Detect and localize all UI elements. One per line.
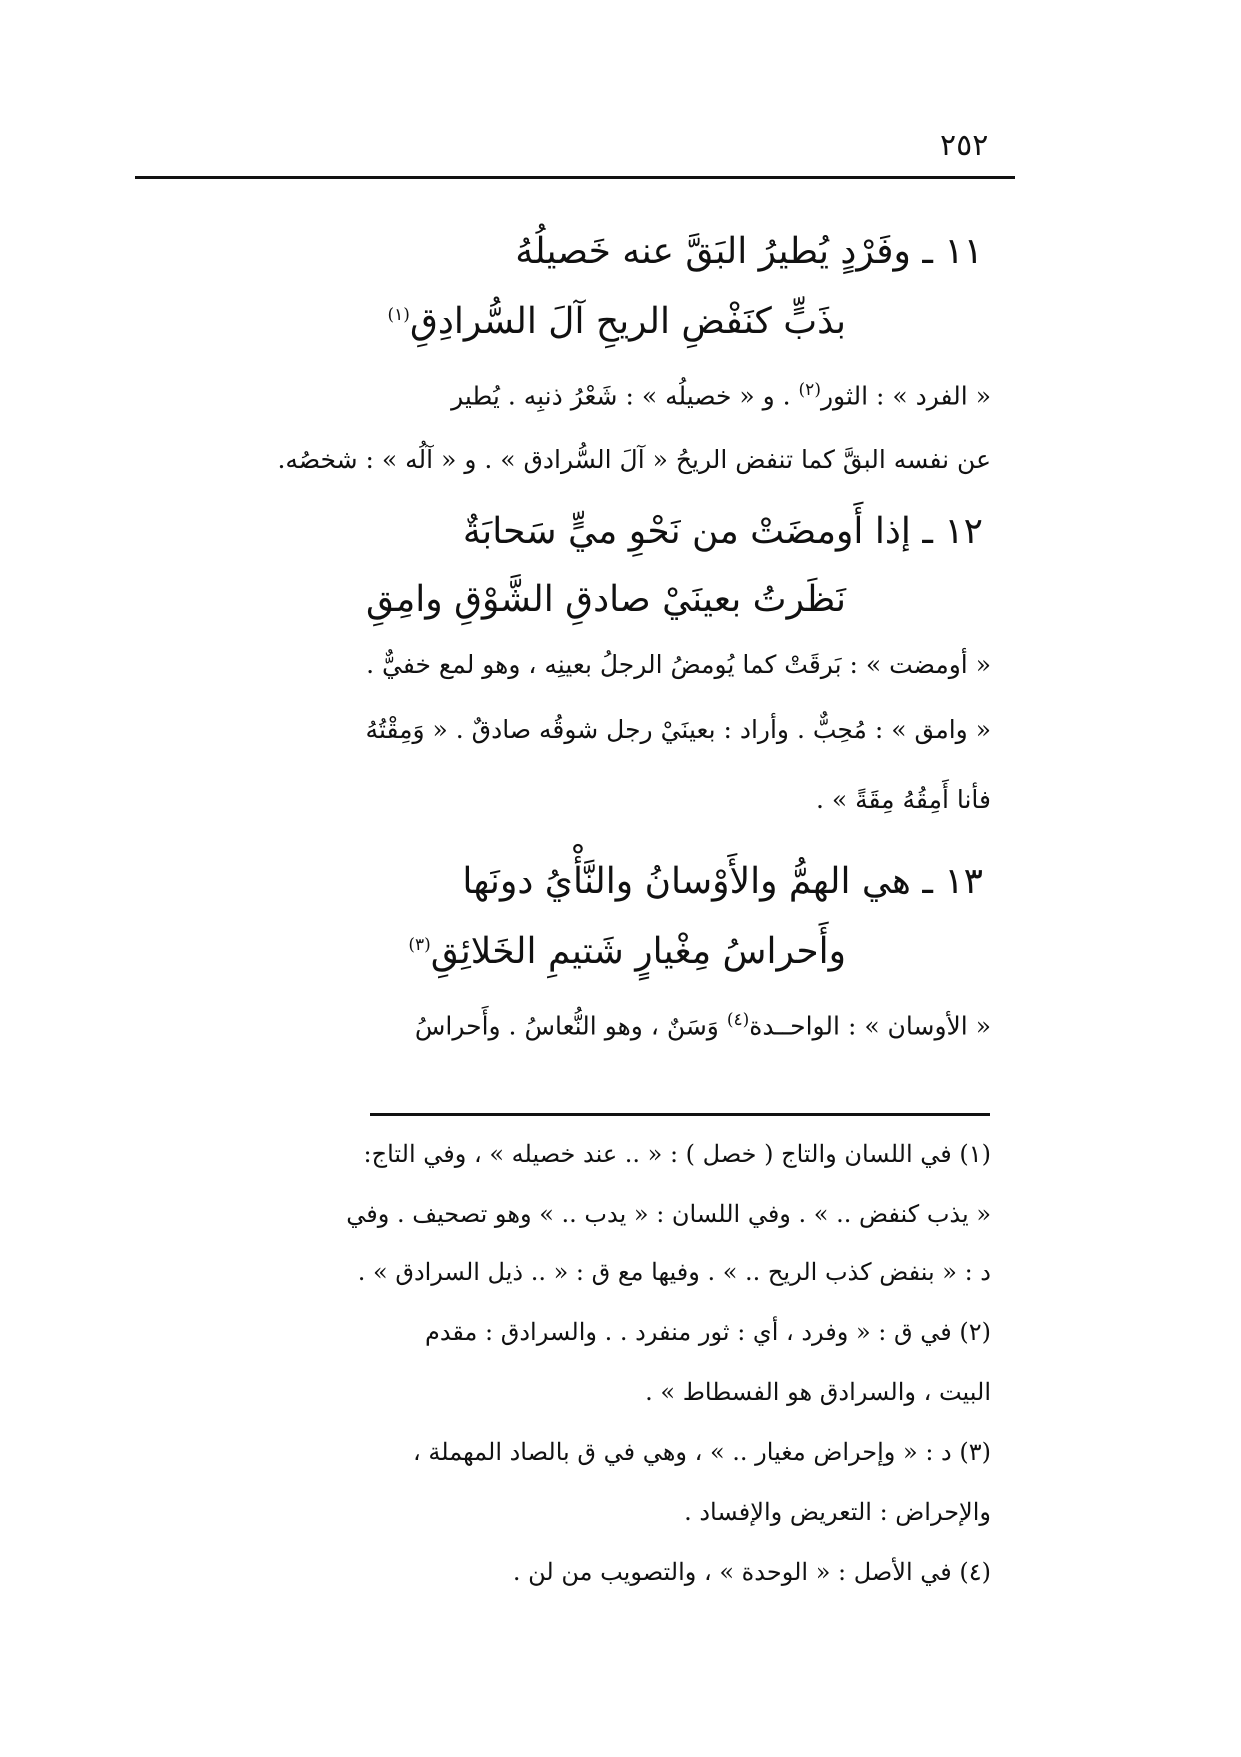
- verse-line: [366, 578, 846, 621]
- footnote-marker: (١): [387, 305, 410, 325]
- line-text: « الأوسان » : الواحــدة: [749, 1011, 991, 1041]
- verse-line: [515, 230, 983, 273]
- footnote-separator: [370, 1113, 990, 1116]
- verse-line: [463, 510, 983, 553]
- footnote-line: « يذب كنفض .. » . وفي اللسان : « يدب .. » وهو تصحيف . وفي: [346, 1200, 991, 1228]
- verse-line: [408, 930, 846, 973]
- commentary-line: [366, 715, 991, 745]
- line-text: فأنا أَمِقُهُ مِقَةً » .: [816, 785, 991, 814]
- commentary-line: [277, 445, 991, 475]
- line-text: وأَحراسُ مِغْيارٍ شَتيمِ الخَلائِقِ: [430, 931, 846, 972]
- commentary-line: [451, 380, 991, 411]
- line-text: وَسَنٌ ، وهو النُّعاسُ . وأَحراسُ: [414, 1011, 727, 1041]
- line-text: ١٢ ـ إذا أَومضَتْ من نَحْوِ ميٍّ سَحابَةٌ: [462, 511, 983, 552]
- line-text: . و « خصيلُه » : شَعْرُ ذنبِه . يُطير: [451, 381, 799, 411]
- footnote-marker: (٢): [798, 380, 821, 400]
- header-rule: [135, 176, 1015, 179]
- line-text: « الفرد » : الثور: [820, 381, 991, 411]
- footnote-line: د : « بنفض كذب الريح .. » . وفيها مع ق : « .. ذيل السرادق » .: [357, 1258, 991, 1286]
- footnote-marker: (٤): [726, 1010, 750, 1030]
- footnote-line: (٤) في الأصل : « الوحدة » ، والتصويب من لن .: [512, 1558, 991, 1586]
- line-text: عن نفسه البقَّ كما تنفض الريحُ « آلَ السُّرادق » . و « آلُه » : شخصُه.: [277, 445, 991, 474]
- line-text: ١١ ـ وفَرْدٍ يُطيرُ البَقَّ عنه خَصيلُهُ: [515, 231, 983, 272]
- footnote-line: والإحراض : التعريض والإفساد .: [684, 1498, 991, 1526]
- verse-line: [462, 860, 983, 903]
- footnote-marker: (٣): [408, 935, 431, 955]
- footnote-line: (٢) في ق : « وفرد ، أي : ثور منفرد . . والسرادق : مقدم: [424, 1318, 991, 1346]
- footnote-line: (١) في اللسان والتاج ( خصل ) : « .. عند خصيله » ، وفي التاج:: [363, 1140, 991, 1168]
- footnote-line: البيت ، والسرادق هو الفسطاط » .: [645, 1378, 991, 1406]
- commentary-line: [366, 650, 991, 680]
- footnote-line: (٣) د : « وإحراض مغيار .. » ، وهي في ق بالصاد المهملة ،: [413, 1438, 991, 1466]
- page-number: ٢٥٢: [940, 128, 989, 163]
- commentary-line: [816, 785, 991, 815]
- commentary-line: [415, 1010, 991, 1041]
- line-text: بذَبٍّ كنَفْضِ الريحِ آلَ السُّرادِقِ: [409, 301, 846, 342]
- line-text: « وامق » : مُحِبٌّ . وأراد : بعينَيْ رجل شوقُه صادقٌ . « وَمِقْتُهُ: [365, 715, 991, 744]
- line-text: نَظَرتُ بعينَيْ صادقِ الشَّوْقِ وامِقِ: [365, 579, 846, 620]
- line-text: « أومضت » : بَرقَتْ كما يُومضُ الرجلُ بعينِه ، وهو لمع خفيٌّ .: [366, 650, 991, 679]
- verse-line: [388, 300, 846, 343]
- line-text: ١٣ ـ هي الهمُّ والأَوْسانُ والنَّأْيُ دونَها: [462, 861, 983, 902]
